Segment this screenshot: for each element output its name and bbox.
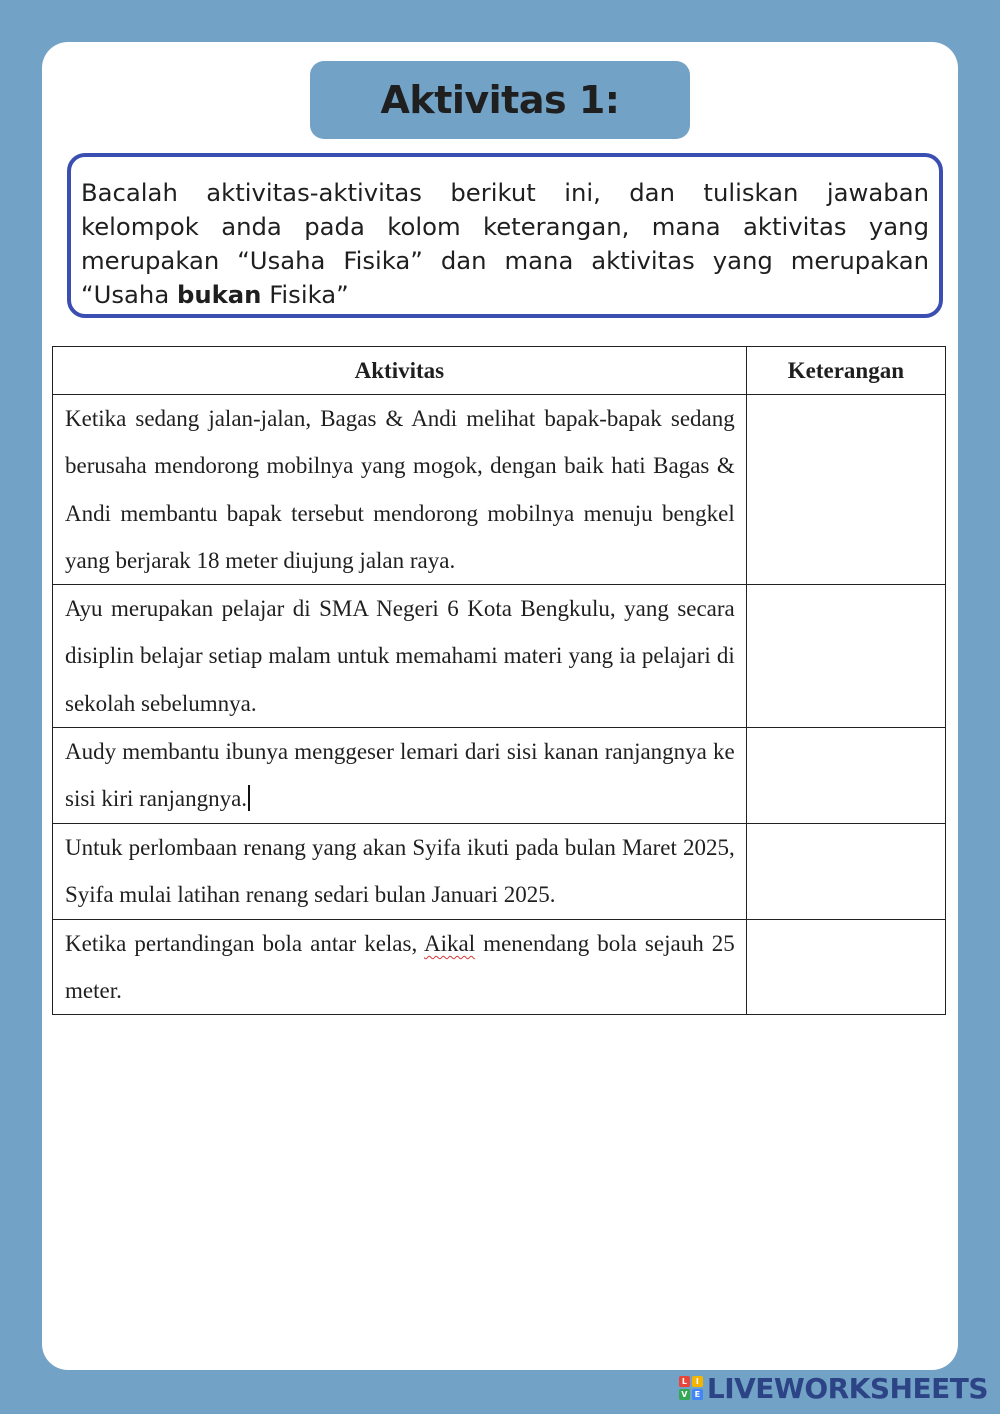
activity-text: Untuk perlombaan renang yang akan Syifa ikuti pada bulan Maret 2025, Syifa mulai latihan renang sedari bulan Januari 2025. <box>65 835 735 908</box>
activity-table <box>52 346 946 1015</box>
keterangan-answer-cell[interactable] <box>746 395 945 585</box>
instruction-text <box>81 176 929 312</box>
logo-letter: L <box>679 1376 690 1387</box>
activity-cell <box>53 919 747 1015</box>
instruction-box <box>67 153 943 318</box>
table-row <box>53 395 946 585</box>
activity-cell <box>53 728 747 824</box>
table-row <box>53 585 946 728</box>
liveworksheets-watermark <box>679 1370 988 1406</box>
instruction-bold-word: bukan <box>176 280 262 309</box>
activity-cell <box>53 824 747 920</box>
activity-text: Ayu merupakan pelajar di SMA Negeri 6 Kota Bengkulu, yang secara disiplin belajar setiap malam untuk memahami materi yang ia pelajari di sekolah sebelumnya. <box>65 596 735 716</box>
logo-letter: E <box>692 1389 703 1400</box>
table-row <box>53 919 946 1015</box>
table-row <box>53 824 946 920</box>
keterangan-answer-cell[interactable] <box>746 585 945 728</box>
table-row <box>53 728 946 824</box>
activity-cell <box>53 395 747 585</box>
keterangan-answer-cell[interactable] <box>746 919 945 1015</box>
instruction-text-part2: Fisika” <box>261 280 349 309</box>
header-activity: Aktivitas <box>53 347 747 395</box>
logo-letter: I <box>692 1376 703 1387</box>
activity-text <box>65 728 735 823</box>
activity-text-content: Audy membantu ibunya menggeser lemari dari sisi kanan ranjangnya ke sisi kiri ranjangnya. <box>65 739 735 812</box>
text-cursor <box>248 785 250 811</box>
watermark-text: LIVEWORKSHEETS <box>706 1371 988 1405</box>
header-keterangan: Keterangan <box>746 347 945 395</box>
title-banner <box>310 61 690 139</box>
logo-letter: V <box>679 1389 690 1400</box>
keterangan-answer-cell[interactable] <box>746 728 945 824</box>
liveworksheets-logo-icon <box>679 1376 703 1400</box>
activity-text <box>65 920 735 1015</box>
activity-text-before: Ketika pertandingan bola antar kelas, <box>65 930 425 956</box>
activity-text-after: menendang bola sejauh 25 meter. <box>65 930 735 1004</box>
keterangan-answer-cell[interactable] <box>746 824 945 920</box>
spellcheck-marked-word: Aikal <box>424 930 476 956</box>
activity-text: Ketika sedang jalan-jalan, Bagas & Andi melihat bapak-bapak sedang berusaha mendorong mobilnya yang mogok, dengan baik hati Bagas & Andi membantu bapak tersebut mendorong mobilnya menuju bengkel yang berjarak 18 meter diujung jalan raya. <box>65 406 735 573</box>
activity-cell <box>53 585 747 728</box>
instruction-text-part1: Bacalah aktivitas-aktivitas berikut ini, dan tuliskan jawaban kelompok anda pada kolom keterangan, mana aktivitas yang merupakan “Usaha Fisika” dan mana aktivitas yang merupakan “Usaha <box>81 178 929 309</box>
page-title: Aktivitas 1: <box>380 78 620 122</box>
table-header-row <box>53 347 946 395</box>
